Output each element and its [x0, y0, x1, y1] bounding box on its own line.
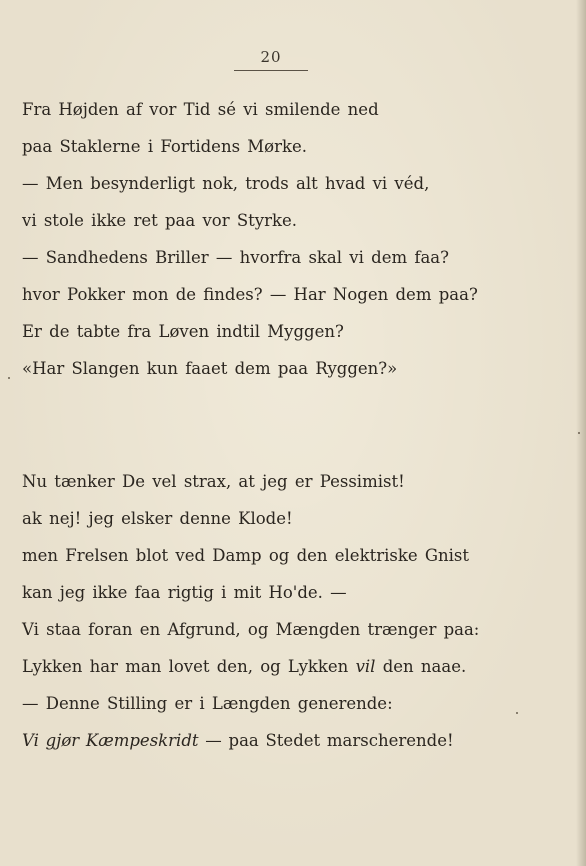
- verse-text: — paa Stedet marscherende!: [198, 731, 454, 750]
- paper-speck: [578, 432, 580, 434]
- paper-speck: [8, 377, 10, 379]
- page-number-rule: [234, 70, 308, 71]
- verse-text: Lykken har man lovet den, og Lykken: [22, 657, 356, 676]
- page-number: 20: [260, 48, 282, 66]
- verse-line-with-emphasis: [22, 653, 562, 690]
- verse-line: men Frelsen blot ved Damp og den elektriske Gnist: [22, 546, 470, 565]
- verse-line: kan jeg ikke faa rigtig i mit Ho'de. —: [22, 583, 347, 602]
- paper-speck: [516, 712, 518, 714]
- verse-line: — Denne Stilling er i Længden generende:: [22, 694, 393, 713]
- verse-line-with-emphasis: [22, 727, 562, 764]
- emphasized-phrase: Vi gjør Kæmpeskridt: [22, 731, 199, 750]
- verse-line: Vi staa foran en Afgrund, og Mængden trænger paa:: [22, 620, 480, 639]
- verse-line: «Har Slangen kun faaet dem paa Ryggen?»: [22, 359, 398, 378]
- stanza-1: [22, 96, 562, 392]
- verse-line: Fra Højden af vor Tid sé vi smilende ned: [22, 100, 379, 119]
- verse-text: den naae.: [375, 657, 467, 676]
- verse-line: — Sandhedens Briller — hvorfra skal vi dem faa?: [22, 248, 449, 267]
- emphasized-word: vil: [355, 657, 376, 676]
- stanza-2: [22, 468, 562, 764]
- verse-line: — Men besynderligt nok, trods alt hvad vi véd,: [22, 174, 430, 193]
- verse-line: paa Staklerne i Fortidens Mørke.: [22, 137, 308, 156]
- verse-line: hvor Pokker mon de findes? — Har Nogen dem paa?: [22, 285, 478, 304]
- verse-line: vi stole ikke ret paa vor Styrke.: [22, 211, 297, 230]
- verse-line: Nu tænker De vel strax, at jeg er Pessimist!: [22, 472, 405, 491]
- verse-line: ak nej! jeg elsker denne Klode!: [22, 509, 293, 528]
- verse-line: Er de tabte fra Løven indtil Myggen?: [22, 322, 344, 341]
